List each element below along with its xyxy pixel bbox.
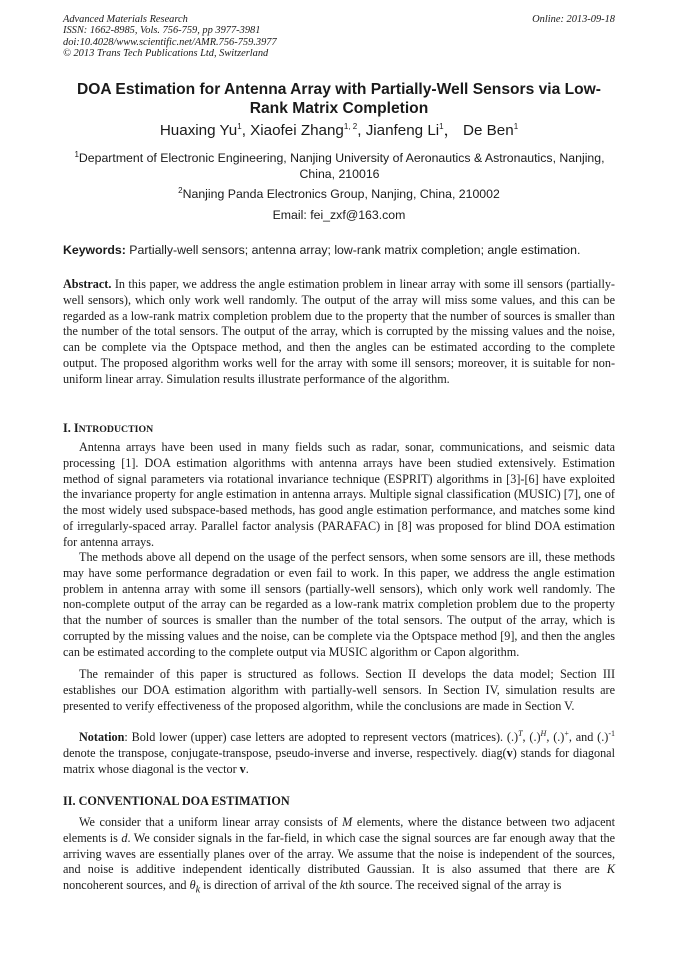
author-affiliation-mark: 1, 2 <box>343 121 358 131</box>
intro-paragraph-1: Antenna arrays have been used in many fields such as radar, sonar, communications, and seismic data processing [1]. DOA estimation algorithms with antenna arrays have been studied extensively. Estimation method of signal parameters via rotational invariance technique (ESPRIT) algorithms in [3]-[6] have exploited the invariance property for angle estimation in antenna arrays. Multiple signal classification (MUSIC) [7], one of the most widely used subspace-based methods, has good angle estimation performance, and matches some kind of irregularly-spaced array. Parallel factor analysis (PARAFAC) in [8] was proposed for blind DOA estimation for antenna arrays. <box>63 440 615 549</box>
body-text: is direction of arrival of the <box>200 878 340 892</box>
theta-symbol: θ <box>189 878 196 892</box>
body-text: elements, where the distance between two adjacent elements is <box>63 815 615 845</box>
body-text: We consider that a uniform linear array consists of <box>79 815 343 829</box>
vector-symbol: v <box>239 761 246 776</box>
affiliation-text: Department of Electronic Engineering, Nanjing University of Aeronautics & Astronautics, Nanjing, China, 210016 <box>78 151 605 181</box>
journal-header <box>63 14 277 60</box>
notation-text: , and (.) <box>568 730 609 744</box>
math-symbol: K <box>606 862 615 877</box>
intro-paragraph-3: The remainder of this paper is structured as follows. Section II develops the data model; Section III establishes our DOA estimation algorithm with partially-well sensors. In Section IV, simulation results are presented to verify effectiveness of the proposed algorithm, while the conclusions are made in Section V. <box>63 667 615 713</box>
notation-text: : Bold lower (upper) case letters are adopted to represent vectors (matrices). (.) <box>124 730 519 744</box>
notation-text: denote the transpose, conjugate-transpose, pseudo-inverse and inverse, respectively. diag( <box>63 745 507 760</box>
keywords-text: Partially-well sensors; antenna array; low-rank matrix completion; angle estimation. <box>125 243 581 257</box>
author-name: Huaxing Yu <box>159 122 238 139</box>
pseudo-inverse-symbol: + <box>564 728 569 738</box>
body-text: th source. The received signal of the array is <box>345 878 562 892</box>
author-name: De Ben <box>463 122 514 139</box>
section-title-smallcaps: NTRODUCTION <box>78 424 154 435</box>
online-date: Online: 2013-09-18 <box>532 14 615 25</box>
copyright-line: © 2013 Trans Tech Publications Ltd, Switzerland <box>63 48 269 60</box>
keywords-label: Keywords: <box>63 243 126 257</box>
paper-title: DOA Estimation for Antenna Array with Partially-Well Sensors via Low-Rank Matrix Completion <box>77 81 601 117</box>
vector-symbol: v <box>506 745 513 760</box>
doi-line: doi:10.4028/www.scientific.net/AMR.756-759.3977 <box>63 36 277 48</box>
abstract <box>63 277 615 387</box>
affiliation-1 <box>62 150 617 182</box>
issn-line: ISSN: 1662-8985, Vols. 756-759, pp 3977-3981 <box>63 25 261 37</box>
affiliation-text: Nanjing Panda Electronics Group, Nanjing, China, 210002 <box>182 187 500 201</box>
notation-paragraph <box>63 730 615 777</box>
author-separator: ， <box>443 122 464 139</box>
math-subscript: k <box>195 884 201 896</box>
abstract-label: Abstract. <box>63 277 112 291</box>
keywords <box>63 242 618 258</box>
section-number: I. I <box>63 421 79 435</box>
intro-paragraph-2: The methods above all depend on the usage of the perfect sensors, when some sensors are ill, these methods may have some performance degradation or even fail to work. In this paper, we address the angle estimation problem in antenna array with some ill sensors (partially-well sensors), which only work well randomly. The non-complete output of the array can be regarded as a low-rank matrix completion problem due to the property that the number of sources is smaller than the number of the total sensors. The output of the array, which is corrupted by the missing values and the noise, can be complete via the Optspace method [9], and then the angles can be estimated according to the complete output via MUSIC algorithm or Capon algorithm. <box>63 550 615 659</box>
affiliation-2 <box>60 186 618 202</box>
transpose-symbol: T <box>518 728 523 738</box>
journal-name: Advanced Materials Research <box>63 14 188 25</box>
affiliation-number: 1 <box>74 149 79 159</box>
author-name: Jianfeng Li <box>365 122 440 139</box>
math-symbol: M <box>342 815 353 829</box>
math-symbol: d <box>121 830 128 845</box>
author-affiliation-mark: 1 <box>439 121 444 131</box>
notation-text: . <box>245 761 249 776</box>
inverse-symbol: -1 <box>608 728 615 738</box>
body-text: . We consider signals in the far-field, in which case the signal sources are far enough away that the arriving waves are essentially planes over of the array. We assume that the noise is independent of the sources, and noise is additive independent identically distributed Gaussian. It is also assumed that there are <box>63 830 615 877</box>
author-separator: , <box>241 122 251 139</box>
author-name: Xiaofei Zhang <box>250 122 344 139</box>
affiliation-number: 2 <box>178 185 183 195</box>
section-heading-conventional-doa: II. CONVENTIONAL DOA ESTIMATION <box>63 794 290 808</box>
notation-label: Notation <box>79 730 125 744</box>
notation-text: ) stands for diagonal matrix whose diagonal is the vector <box>63 745 615 776</box>
abstract-text: In this paper, we address the angle estimation problem in linear array with some ill sensors (partially-well sensors), which only work well randomly. The output of the array will miss some values, and this can be regarded as a low-rank matrix completion problem due to the property that the number of sources is smaller than the number of the total sensors. The output of the array, which is corrupted by the missing values and the noise, can be complete via the Optspace method, and then the angles can be estimated according to the complete output. The proposed algorithm works well for the array with some ill sensors; moreover, it is suitable for non-uniform linear array. Simulation results illustrate performance of the algorithm. <box>63 277 615 386</box>
hermitian-symbol: H <box>540 728 547 738</box>
section2-paragraph <box>63 815 615 898</box>
body-text: noncoherent sources, and <box>63 878 190 892</box>
notation-text: , (.) <box>546 730 565 744</box>
author-list <box>60 122 618 140</box>
author-separator: , <box>357 122 366 139</box>
author-affiliation-mark: 1 <box>513 121 519 131</box>
contact-email: Email: fei_zxf@163.com <box>272 208 406 222</box>
notation-text: , (.) <box>522 730 541 744</box>
math-symbol: k <box>339 878 346 892</box>
section-heading-introduction <box>63 420 153 438</box>
author-affiliation-mark: 1 <box>237 121 242 131</box>
